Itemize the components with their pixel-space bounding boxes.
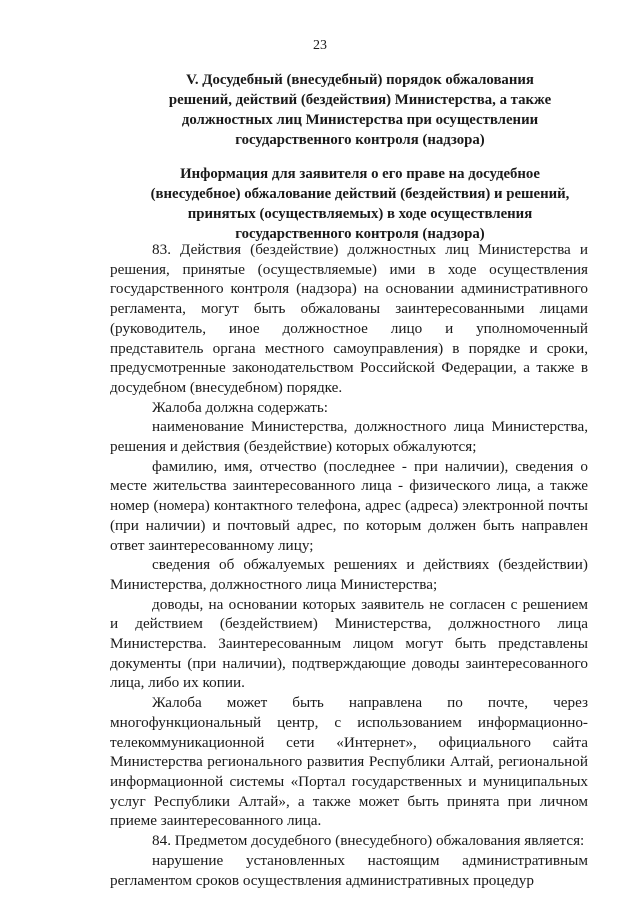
subsection-heading — [150, 164, 570, 244]
page-number: 23 — [313, 38, 327, 53]
section-heading-line: государственного контроля (надзора) — [235, 132, 485, 148]
section-heading-line: должностных лиц Министерства при осуществлении — [181, 112, 539, 128]
section-heading-line: решений, действий (бездействия) Министерства, а также — [168, 92, 552, 108]
paragraph-84: 84. Предметом досудебного (внесудебного) обжалования является: — [152, 832, 585, 850]
document-body — [110, 240, 588, 890]
paragraph-83: 83. Действия (бездействие) должностных лиц Министерства и решения, принятые (осуществляемые) ими в ходе осуществления государственного контроля (надзора) на основании административного регламента, могут быть обжалованы заинтересованными лицами (руководитель, иное должностное лицо и уполномоченный представитель органа местного самоуправления) в порядке и сроки, предусмотренные законодательством Российской Федерации, а также в досудебном (внесудебном) порядке. — [110, 241, 588, 396]
paragraph-submission: Жалоба может быть направлена по почте, через многофункциональный центр, с использованием информационно-телекоммуникационной сети «Интернет», официального сайта Министерства регионального развития Республики Алтай, региональной информационной системы «Портал государственных и муниципальных услуг Республики Алтай», а также может быть принята при личном приеме заинтересованного лица. — [110, 694, 588, 830]
paragraph-item-arguments: доводы, на основании которых заявитель не согласен с решением и действием (бездействием) Министерства, должностного лица Министерства. Заинтересованным лицом могут быть представлены документы (при наличии), подтверждающие доводы заинтересованного лица, либо их копии. — [110, 595, 588, 692]
subsection-heading-line: Информация для заявителя о его праве на досудебное — [180, 166, 540, 182]
paragraph-violation: нарушение установленных настоящим административным регламентом сроков осуществления административных процедур — [110, 851, 588, 889]
subsection-heading-line: (внесудебное) обжалование действий (бездействия) и решений, — [150, 186, 570, 202]
paragraph-item-decisions: сведения об обжалуемых решениях и действиях (бездействии) Министерства, должностного лица Министерства; — [110, 556, 588, 593]
section-heading — [150, 70, 570, 150]
paragraph-complaint-contents: Жалоба должна содержать: — [152, 398, 328, 416]
section-heading-line: V. Досудебный (внесудебный) порядок обжалования — [186, 72, 534, 88]
subsection-heading-line: принятых (осуществляемых) в ходе осуществления — [187, 206, 533, 222]
paragraph-item-fio: фамилию, имя, отчество (последнее - при наличии), сведения о месте жительства заинтересованного лица - физического лица, а также номер (номера) контактного телефона, адрес (адреса) электронной почты (при наличии) и почтовый адрес, по которым должен быть направлен ответ заинтересованному лицу; — [110, 457, 588, 554]
paragraph-item-name: наименование Министерства, должностного лица Министерства, решения и действия (бездействие) которых обжалуются; — [110, 418, 588, 456]
subsection-heading-line: государственного контроля (надзора) — [235, 226, 485, 242]
